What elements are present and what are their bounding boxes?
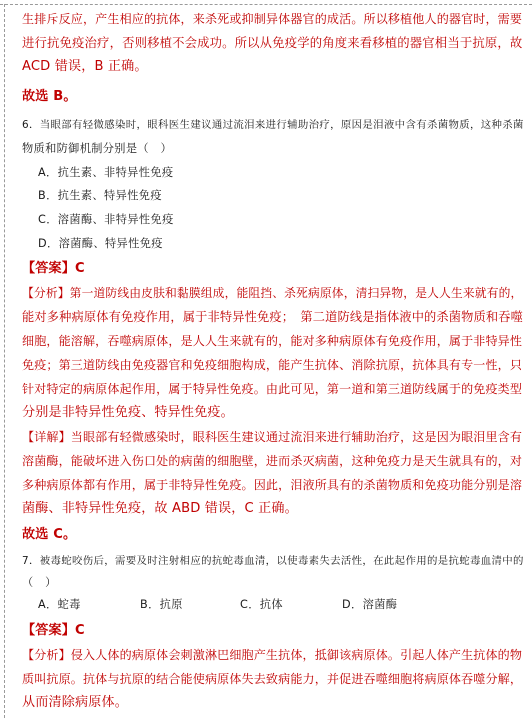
q7-option-a: A．蛇毒 — [38, 598, 81, 611]
q6-option-d: D．溶菌酶、特异性免疫 — [38, 237, 163, 250]
q6-option-b: B．抗生素、特异性免疫 — [38, 189, 162, 202]
prev-detail-line-1: 生排斥反应，产生相应的抗体，来杀死或抑制异体器官的成活。所以移植他人的器官时，需要 — [22, 12, 523, 26]
q7-analysis-line-3: 从而清除病原体。 — [22, 695, 128, 710]
page-border-left — [4, 4, 5, 718]
q6-detail-line-3: 多种病原体都有作用，属于非特异性免疫。因此，泪液所具有的杀菌物质和免疫功能分别是溶 — [22, 478, 523, 492]
q6-analysis-line-6: 分别是非特异性免疫、特异性免疫。 — [22, 405, 234, 420]
q7-option-d: D．溶菌酶 — [342, 598, 398, 611]
q6-detail-line-1: 【详解】当眼部有轻微感染时，眼科医生建议通过流泪来进行辅助治疗，这是因为眼泪里含有 — [22, 430, 523, 444]
page-border-top — [0, 4, 532, 5]
q7-stem-line-2: （ ） — [22, 576, 57, 589]
prev-detail-line-2: 进行抗免疫治疗，否则移植不会成功。所以从免疫学的角度来看移植的器官相当于抗原，故 — [22, 36, 523, 50]
q7-answer: 【答案】C — [22, 623, 85, 638]
q6-option-a: A．抗生素、非特异性免疫 — [38, 166, 174, 179]
q6-analysis-line-3: 细胞，能溶解，吞噬病原体，是人人生来就有的，能对多种病原体有免疫作用，属于非特异性 — [22, 334, 523, 348]
q6-detail-line-2: 溶菌酶，能破坏进入伤口处的病菌的细胞壁，进而杀灭病菌，这种免疫力是天生就具有的，对 — [22, 454, 523, 468]
q7-analysis-line-1: 【分析】侵入人体的病原体会刺激淋巴细胞产生抗体，抵御该病原体。引起人体产生抗体的物 — [22, 648, 523, 662]
q6-analysis-line-5: 针对特定的病原体起作用，属于特异性免疫。由此可见，第一道和第三道防线属于的免疫类型 — [22, 382, 523, 396]
q7-option-c: C．抗体 — [240, 598, 283, 611]
q6-stem-line-2: 物质和防御机制分别是（ ） — [22, 142, 172, 155]
q6-analysis-line-2: 能对多种病原体有免疫作用，属于非特异性免疫； 第二道防线是指体液中的杀菌物质和吞噬 — [22, 310, 524, 324]
q6-analysis-line-1: 【分析】第一道防线由皮肤和黏膜组成，能阻挡、杀死病原体，清扫异物，是人人生来就有的， — [22, 286, 523, 300]
prev-choice: 故选 B。 — [22, 89, 77, 104]
prev-detail-line-3: ACD 错误，B 正确。 — [22, 59, 148, 74]
q6-answer: 【答案】C — [22, 261, 85, 276]
q6-detail-line-4: 菌酶、非特异性免疫，故 ABD 错误，C 正确。 — [22, 501, 298, 516]
q6-choice: 故选 C。 — [22, 527, 77, 542]
q7-analysis-line-2: 质叫抗原。抗体与抗原的结合能使病原体失去致病能力，并促进吞噬细胞将病原体吞噬分解， — [22, 672, 523, 686]
q6-stem-line-1: 6．当眼部有轻微感染时，眼科医生建议通过流泪来进行辅助治疗，原因是泪液中含有杀菌物质，这种杀菌 — [22, 119, 524, 131]
q6-analysis-line-4: 免疫；第三道防线由免疫器官和免疫细胞构成，能产生抗体、消除抗原，抗体具有专一性，只 — [22, 358, 523, 372]
q6-option-c: C．溶菌酶、非特异性免疫 — [38, 213, 174, 226]
q7-stem-line-1: 7．被毒蛇咬伤后，需要及时注射相应的抗蛇毒血清，以使毒素失去活性，在此起作用的是抗蛇毒血清中的 — [22, 555, 524, 567]
q7-option-b: B．抗原 — [140, 598, 183, 611]
